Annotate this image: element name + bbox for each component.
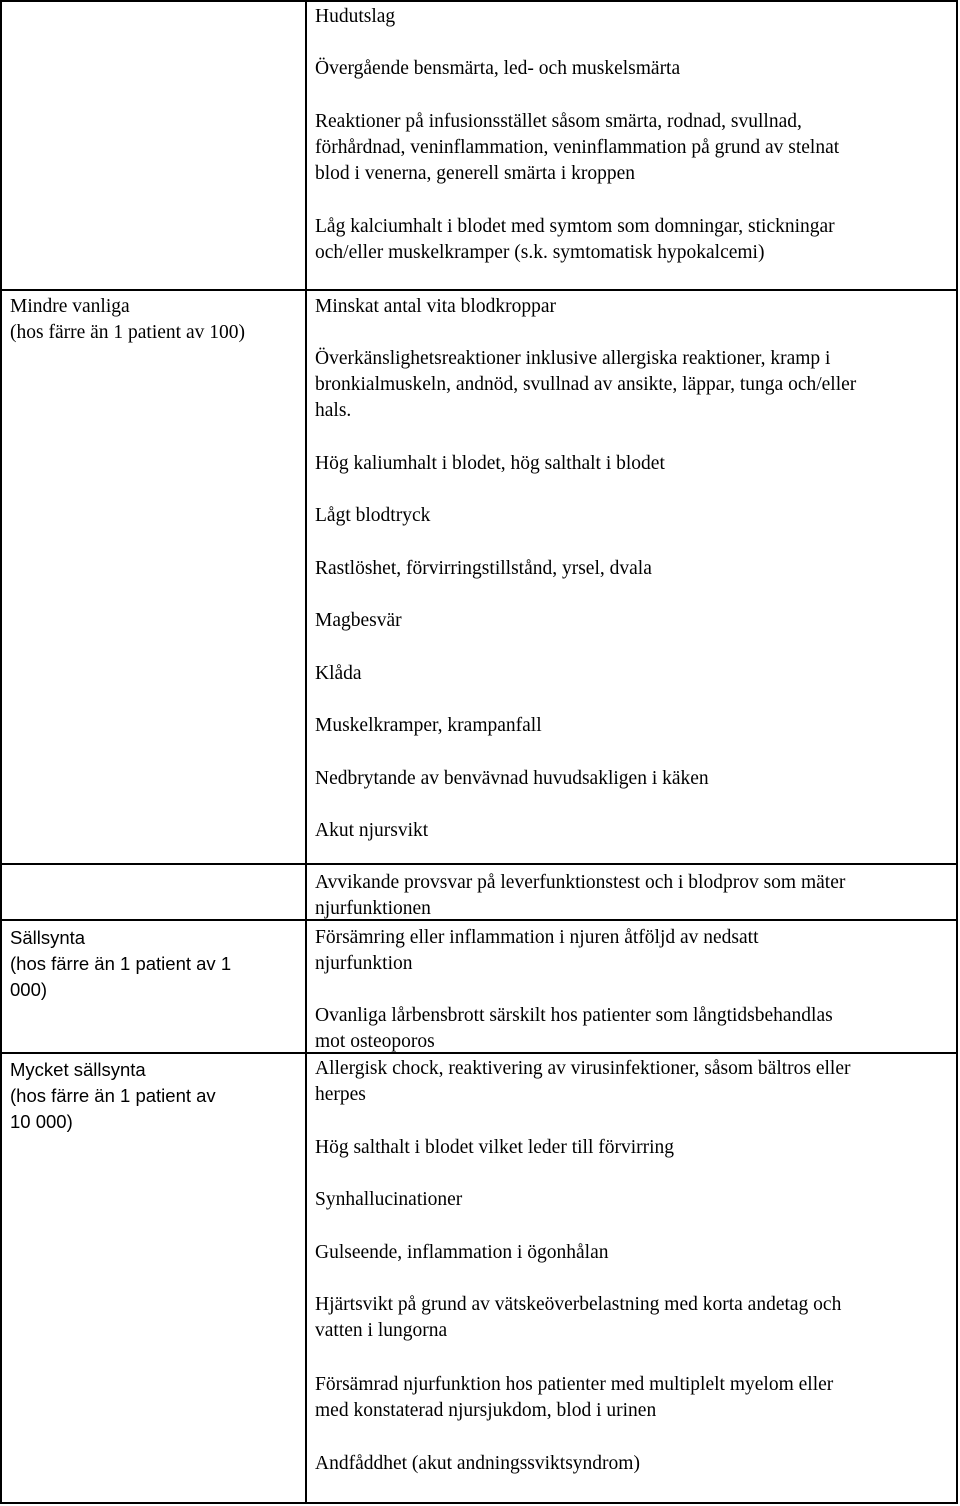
frequency-note: (hos färre än 1 patient av 1 bbox=[10, 953, 232, 974]
side-effect-item: Minskat antal vita blodkroppar bbox=[315, 296, 556, 317]
side-effect-item: Nedbrytande av benvävnad huvudsakligen i käken bbox=[315, 768, 709, 789]
side-effect-item-cont: herpes bbox=[315, 1084, 366, 1105]
side-effect-item: Avvikande provsvar på leverfunktionstest och i blodprov som mäter bbox=[315, 872, 846, 893]
side-effect-item: Magbesvär bbox=[315, 610, 402, 631]
side-effect-item: Muskelkramper, krampanfall bbox=[315, 715, 542, 736]
side-effect-item: Lågt blodtryck bbox=[315, 505, 431, 526]
side-effect-item: Gulseende, inflammation i ögonhålan bbox=[315, 1242, 609, 1263]
table-border-bottom bbox=[0, 1502, 958, 1504]
frequency-note: (hos färre än 1 patient av 100) bbox=[10, 322, 245, 343]
side-effect-item-cont: blod i venerna, generell smärta i kroppen bbox=[315, 163, 636, 184]
frequency-note: 10 000) bbox=[10, 1111, 73, 1132]
side-effect-item: Rastlöshet, förvirringstillstånd, yrsel, dvala bbox=[315, 558, 652, 579]
side-effect-item: Akut njursvikt bbox=[315, 820, 429, 841]
table-border-left bbox=[0, 0, 2, 1504]
row-divider bbox=[0, 289, 958, 291]
side-effect-item: Reaktioner på infusionsstället såsom smärta, rodnad, svullnad, bbox=[315, 111, 802, 132]
column-divider bbox=[305, 0, 307, 1504]
side-effect-item: Försämrad njurfunktion hos patienter med multiplelt myelom eller bbox=[315, 1374, 834, 1395]
side-effect-item-cont: med konstaterad njursjukdom, blod i urinen bbox=[315, 1400, 657, 1421]
side-effect-item-cont: njurfunktion bbox=[315, 953, 413, 974]
row-divider bbox=[0, 863, 958, 865]
side-effect-item-cont: hals. bbox=[315, 400, 352, 421]
table-border-top bbox=[0, 0, 958, 2]
side-effect-item-cont: bronkialmuskeln, andnöd, svullnad av ansikte, läppar, tunga och/eller bbox=[315, 374, 857, 395]
frequency-label: Mycket sällsynta bbox=[10, 1059, 146, 1080]
side-effect-item: Hjärtsvikt på grund av vätskeöverbelastning med korta andetag och bbox=[315, 1294, 842, 1315]
row-divider bbox=[0, 919, 958, 921]
side-effect-item-cont: och/eller muskelkramper (s.k. symtomatisk hypokalcemi) bbox=[315, 242, 765, 263]
frequency-note: 000) bbox=[10, 979, 48, 1000]
side-effect-item: Försämring eller inflammation i njuren åtföljd av nedsatt bbox=[315, 927, 759, 948]
side-effect-item-cont: njurfunktionen bbox=[315, 898, 431, 919]
table-border-right bbox=[956, 0, 958, 1504]
side-effect-item: Övergående bensmärta, led- och muskelsmärta bbox=[315, 58, 681, 79]
side-effect-item: Allergisk chock, reaktivering av virusinfektioner, såsom bältros eller bbox=[315, 1058, 851, 1079]
side-effect-item-cont: mot osteoporos bbox=[315, 1031, 435, 1052]
frequency-label: Mindre vanliga bbox=[10, 296, 130, 317]
side-effect-item: Andfåddhet (akut andningssviktsyndrom) bbox=[315, 1453, 640, 1474]
row-divider bbox=[0, 1052, 958, 1054]
side-effect-item-cont: förhårdnad, veninflammation, veninflammation på grund av stelnat bbox=[315, 137, 840, 158]
side-effect-item: Hög salthalt i blodet vilket leder till förvirring bbox=[315, 1137, 675, 1158]
side-effect-item: Låg kalciumhalt i blodet med symtom som domningar, stickningar bbox=[315, 216, 835, 237]
side-effect-item: Överkänslighetsreaktioner inklusive allergiska reaktioner, kramp i bbox=[315, 348, 831, 369]
side-effect-item-cont: vatten i lungorna bbox=[315, 1320, 448, 1341]
side-effect-item: Ovanliga lårbensbrott särskilt hos patienter som långtidsbehandlas bbox=[315, 1005, 833, 1026]
side-effect-item: Klåda bbox=[315, 663, 362, 684]
frequency-label: Sällsynta bbox=[10, 927, 86, 948]
frequency-note: (hos färre än 1 patient av bbox=[10, 1085, 216, 1106]
side-effect-item: Synhallucinationer bbox=[315, 1189, 463, 1210]
side-effect-item: Hög kaliumhalt i blodet, hög salthalt i blodet bbox=[315, 453, 665, 474]
side-effect-item: Hudutslag bbox=[315, 6, 396, 27]
